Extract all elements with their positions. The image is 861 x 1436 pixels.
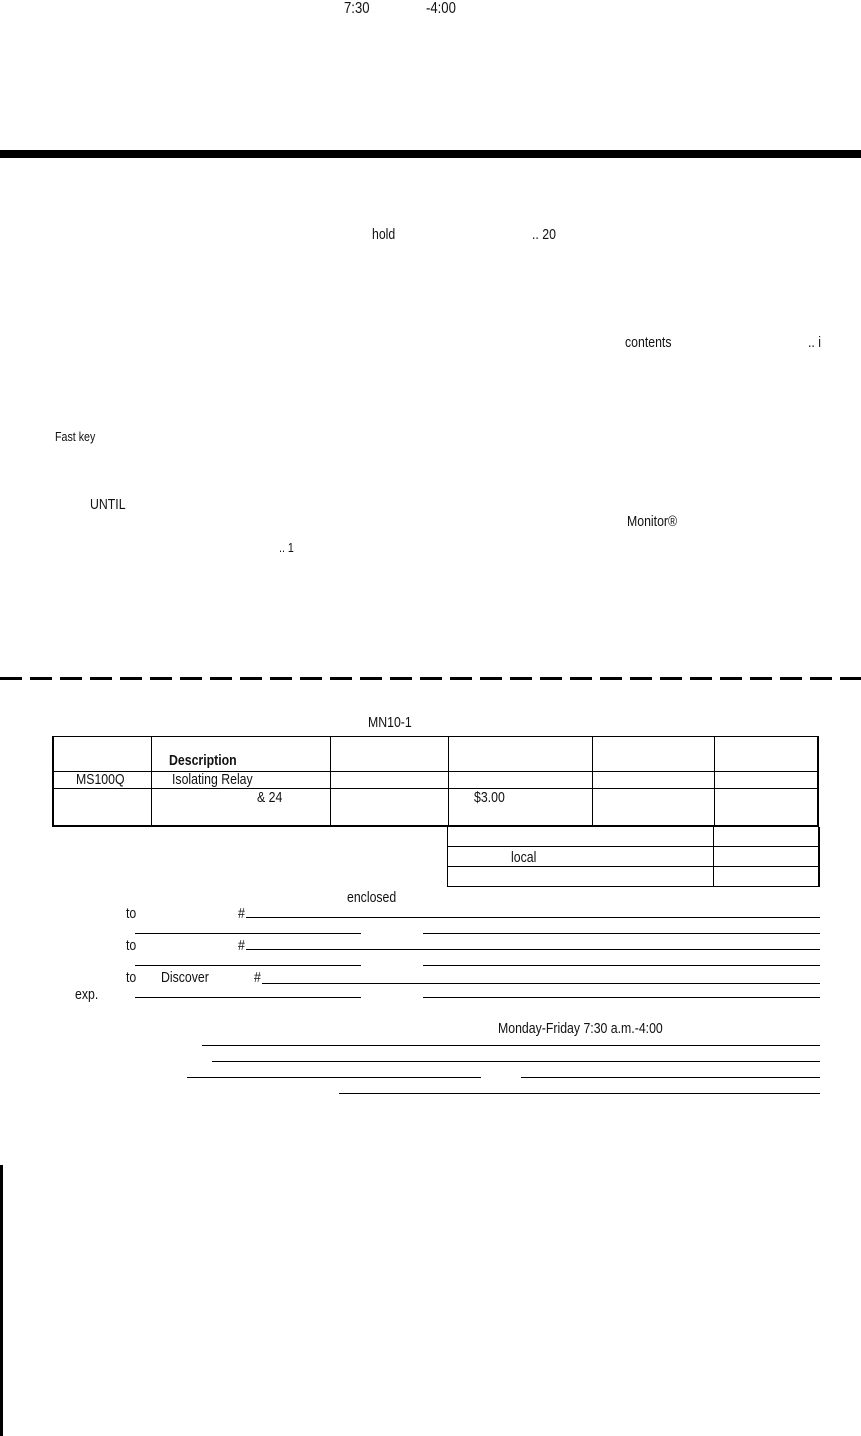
- exp-label: exp.: [75, 986, 99, 1003]
- word-until: UNTIL: [90, 496, 126, 513]
- form-code: MN10-1: [368, 714, 412, 731]
- header-description: Description: [169, 752, 237, 769]
- hours-line: Monday-Friday 7:30 a.m.-4:00: [498, 1020, 663, 1037]
- summary-border: [818, 827, 820, 887]
- cell-part-number: MS100Q: [76, 771, 125, 788]
- payment-to: to: [126, 969, 137, 986]
- city-field[interactable]: [187, 1077, 481, 1078]
- summary-row-line: [447, 866, 820, 867]
- col-divider: [448, 737, 449, 827]
- fast-key-label: Fast key: [55, 429, 96, 444]
- col-divider: [714, 737, 715, 827]
- card-number-hash: #: [238, 937, 245, 954]
- word-contents: contents: [625, 334, 672, 351]
- signature-field[interactable]: [423, 933, 820, 934]
- summary-row-line: [447, 886, 820, 887]
- thick-divider: [0, 150, 861, 158]
- word-hold: hold: [372, 226, 396, 243]
- local-tax-label: local: [511, 849, 537, 866]
- summary-row-line: [447, 846, 820, 847]
- header-hours-start: 7:30: [344, 0, 370, 17]
- col-divider: [151, 737, 152, 827]
- summary-divider: [713, 827, 714, 887]
- header-hours-end: -4:00: [426, 0, 456, 17]
- cut-line: [0, 677, 861, 680]
- enclosed-label: enclosed: [347, 889, 397, 906]
- expiration-field[interactable]: [135, 933, 361, 934]
- card-number-hash: #: [254, 969, 261, 986]
- page-ref-20: .. 20: [532, 226, 556, 243]
- signature-field[interactable]: [423, 997, 820, 998]
- payment-to: to: [126, 937, 137, 954]
- card-number-field[interactable]: [246, 949, 820, 950]
- monitor-trademark: Monitor®: [627, 513, 678, 530]
- phone-field[interactable]: [339, 1093, 820, 1094]
- cell-description: & 24: [257, 789, 283, 806]
- page-ref-i: .. i: [808, 334, 821, 351]
- summary-border: [447, 827, 448, 887]
- payment-to: to: [126, 905, 137, 922]
- left-margin-bar: [0, 1165, 3, 1436]
- col-divider: [330, 737, 331, 827]
- col-divider: [592, 737, 593, 827]
- row-divider: [54, 788, 819, 789]
- page-ref-1: .. 1: [279, 540, 294, 555]
- cell-price: $3.00: [474, 789, 505, 806]
- discover-card-label: Discover: [161, 969, 209, 986]
- signature-field[interactable]: [423, 965, 820, 966]
- expiration-field[interactable]: [135, 965, 361, 966]
- order-table: [52, 736, 819, 827]
- expiration-field[interactable]: [135, 997, 361, 998]
- card-number-hash: #: [238, 905, 245, 922]
- row-divider: [54, 771, 819, 772]
- name-field[interactable]: [202, 1045, 820, 1046]
- cell-description: Isolating Relay: [172, 771, 253, 788]
- address-field[interactable]: [212, 1061, 820, 1062]
- card-number-field[interactable]: [246, 917, 820, 918]
- state-zip-field[interactable]: [521, 1077, 820, 1078]
- card-number-field[interactable]: [262, 983, 820, 984]
